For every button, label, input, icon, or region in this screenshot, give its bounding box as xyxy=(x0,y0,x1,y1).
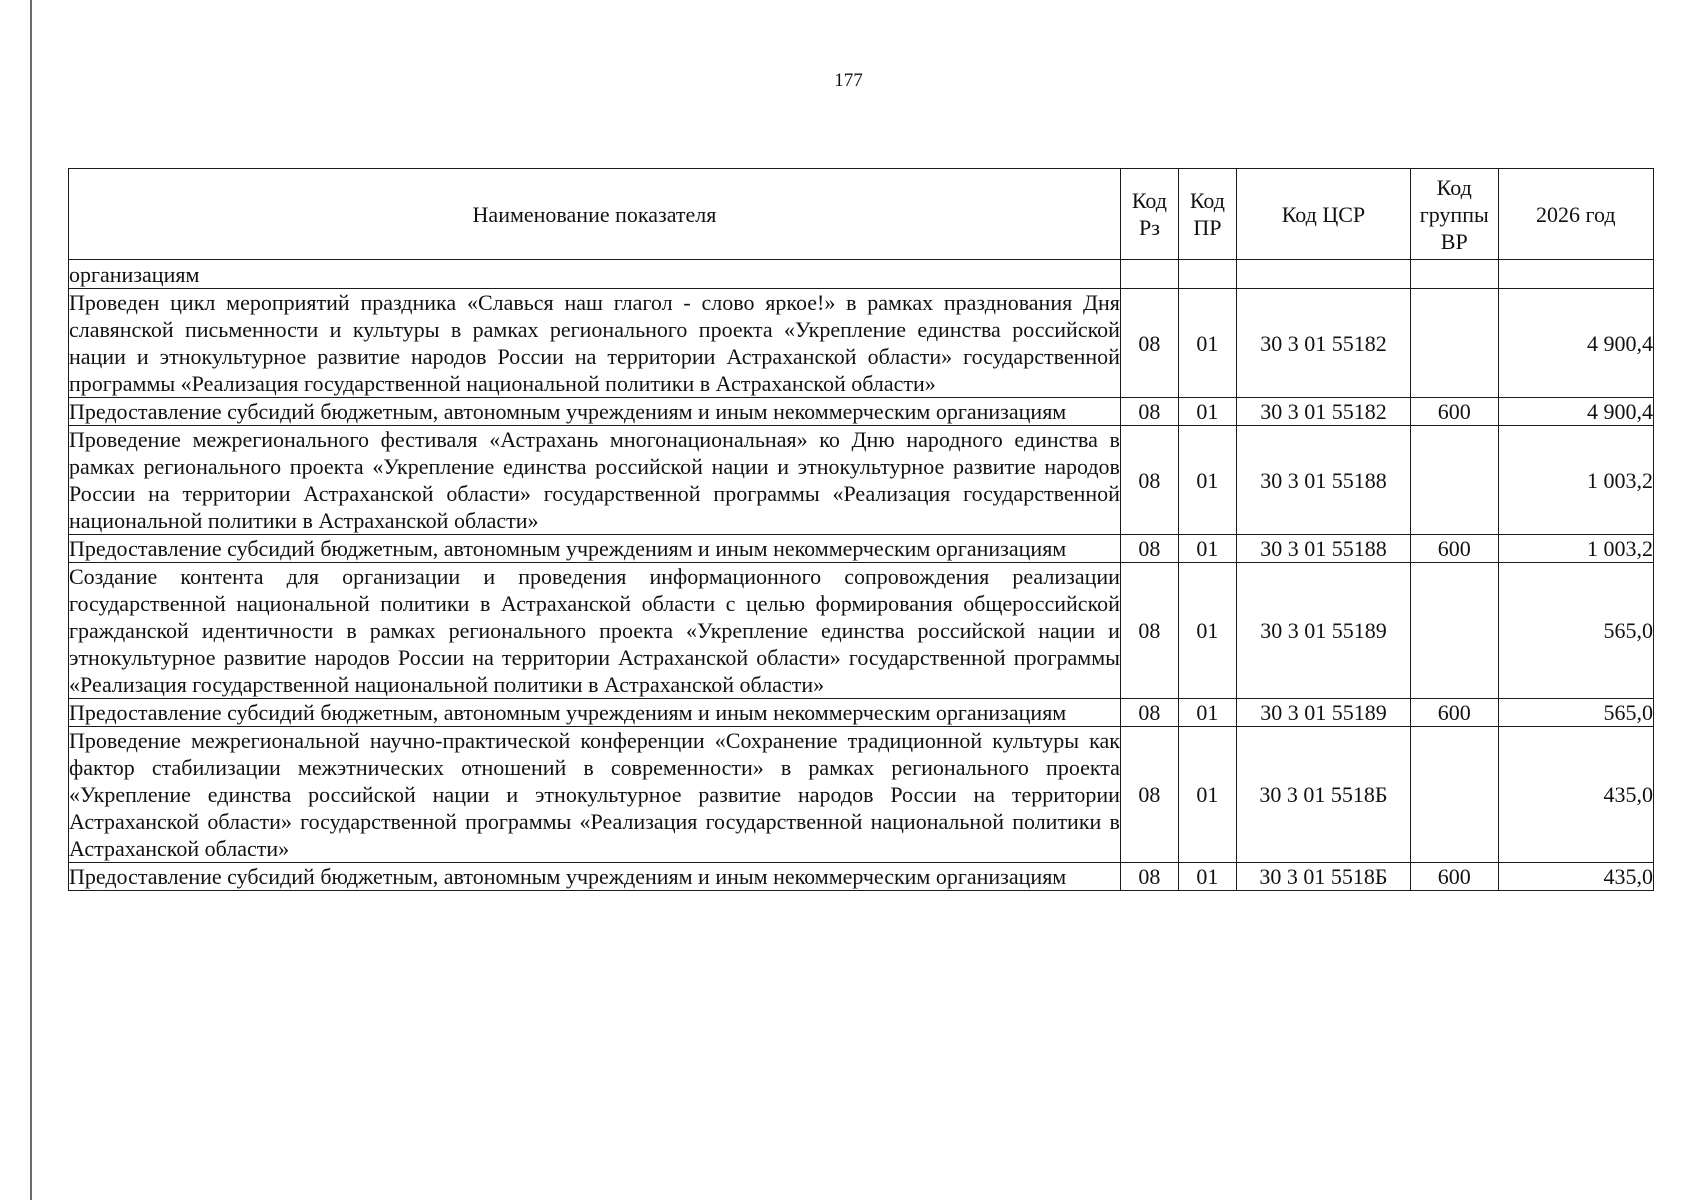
code-rz: 08 xyxy=(1120,863,1178,891)
indicator-name: Проведение межрегиональной научно-практической конференции «Сохранение традиционной культуры как фактор стабилизации межэтнических отношений в современности» в рамках регионального проекта «Укрепление единства российской нации и этнокультурное развитие народов России на территории Астраханской области» государственной программы «Реализация государственной национальной политики в Астраханской области» xyxy=(69,728,1120,861)
empty-cell xyxy=(1236,260,1410,289)
header-name: Наименование показателя xyxy=(69,169,1121,260)
table-row xyxy=(69,289,1654,398)
table-row xyxy=(69,535,1654,563)
budget-table xyxy=(68,168,1654,891)
code-rz: 08 xyxy=(1120,699,1178,727)
code-pr: 01 xyxy=(1178,727,1236,863)
table-row xyxy=(69,863,1654,891)
header-year: 2026 год xyxy=(1498,169,1653,260)
code-rz: 08 xyxy=(1120,535,1178,563)
indicator-name: Предоставление субсидий бюджетным, автономным учреждениям и иным некоммерческим организациям xyxy=(69,699,1121,727)
code-pr: 01 xyxy=(1178,863,1236,891)
table-row xyxy=(69,727,1654,863)
table-header xyxy=(69,169,1654,260)
code-rz: 08 xyxy=(1120,426,1178,535)
empty-cell xyxy=(1120,260,1178,289)
code-csr: 30 3 01 55188 xyxy=(1236,535,1410,563)
header-csr: Код ЦСР xyxy=(1236,169,1410,260)
amount-2026: 1 003,2 xyxy=(1498,426,1653,535)
empty-cell xyxy=(1498,260,1653,289)
amount-2026: 4 900,4 xyxy=(1498,289,1653,398)
indicator-name: Предоставление субсидий бюджетным, автономным учреждениям и иным некоммерческим организациям xyxy=(69,398,1121,426)
table-row xyxy=(69,699,1654,727)
code-rz: 08 xyxy=(1120,398,1178,426)
header-rz: Код Рз xyxy=(1120,169,1178,260)
code-csr: 30 3 01 55182 xyxy=(1236,289,1410,398)
scan-edge-line xyxy=(30,0,32,1200)
code-vr xyxy=(1410,289,1498,398)
indicator-name: Предоставление субсидий бюджетным, автономным учреждениям и иным некоммерческим организациям xyxy=(69,535,1121,563)
table-row xyxy=(69,426,1654,535)
code-vr xyxy=(1410,727,1498,863)
indicator-name: Предоставление субсидий бюджетным, автономным учреждениям и иным некоммерческим организациям xyxy=(69,863,1121,891)
code-csr: 30 3 01 55189 xyxy=(1236,563,1410,699)
indicator-name: Создание контента для организации и проведения информационного сопровождения реализации государственной национальной политики в Астраханской области с целью формирования общероссийской гражданской идентичности в рамках регионального проекта «Укрепление единства российской нации и этнокультурное развитие народов России на территории Астраханской области» государственной программы «Реализация государственной национальной политики в Астраханской области» xyxy=(69,564,1120,697)
code-pr: 01 xyxy=(1178,699,1236,727)
code-vr xyxy=(1410,426,1498,535)
code-vr: 600 xyxy=(1410,535,1498,563)
code-vr xyxy=(1410,563,1498,699)
code-csr: 30 3 01 5518Б xyxy=(1236,863,1410,891)
code-vr: 600 xyxy=(1410,699,1498,727)
code-pr: 01 xyxy=(1178,289,1236,398)
code-csr: 30 3 01 5518Б xyxy=(1236,727,1410,863)
empty-cell xyxy=(1410,260,1498,289)
header-vr: Код группы ВР xyxy=(1410,169,1498,260)
code-csr: 30 3 01 55189 xyxy=(1236,699,1410,727)
code-pr: 01 xyxy=(1178,426,1236,535)
page-number: 177 xyxy=(834,70,863,91)
code-csr: 30 3 01 55182 xyxy=(1236,398,1410,426)
code-rz: 08 xyxy=(1120,563,1178,699)
table-row xyxy=(69,398,1654,426)
amount-2026: 435,0 xyxy=(1498,727,1653,863)
amount-2026: 565,0 xyxy=(1498,699,1653,727)
code-rz: 08 xyxy=(1120,727,1178,863)
code-rz: 08 xyxy=(1120,289,1178,398)
table-row xyxy=(69,563,1654,699)
code-pr: 01 xyxy=(1178,535,1236,563)
amount-2026: 565,0 xyxy=(1498,563,1653,699)
code-vr: 600 xyxy=(1410,863,1498,891)
indicator-name: Проведение межрегионального фестиваля «Астрахань многонациональная» ко Дню народного единства в рамках регионального проекта «Укрепление единства российской нации и этнокультурное развитие народов России на территории Астраханской области» государственной программы «Реализация государственной национальной политики в Астраханской области» xyxy=(69,427,1120,533)
code-vr: 600 xyxy=(1410,398,1498,426)
amount-2026: 4 900,4 xyxy=(1498,398,1653,426)
header-pr: Код ПР xyxy=(1178,169,1236,260)
continuation-text: организациям xyxy=(69,260,1121,289)
empty-cell xyxy=(1178,260,1236,289)
code-pr: 01 xyxy=(1178,398,1236,426)
code-csr: 30 3 01 55188 xyxy=(1236,426,1410,535)
indicator-name: Проведен цикл мероприятий праздника «Славься наш глагол - слово яркое!» в рамках празднования Дня славянской письменности и культуры в рамках регионального проекта «Укрепление единства российской нации и этнокультурное развитие народов России на территории Астраханской области» государственной программы «Реализация государственной национальной политики в Астраханской области» xyxy=(69,290,1120,396)
continuation-row xyxy=(69,260,1654,289)
amount-2026: 1 003,2 xyxy=(1498,535,1653,563)
amount-2026: 435,0 xyxy=(1498,863,1653,891)
code-pr: 01 xyxy=(1178,563,1236,699)
